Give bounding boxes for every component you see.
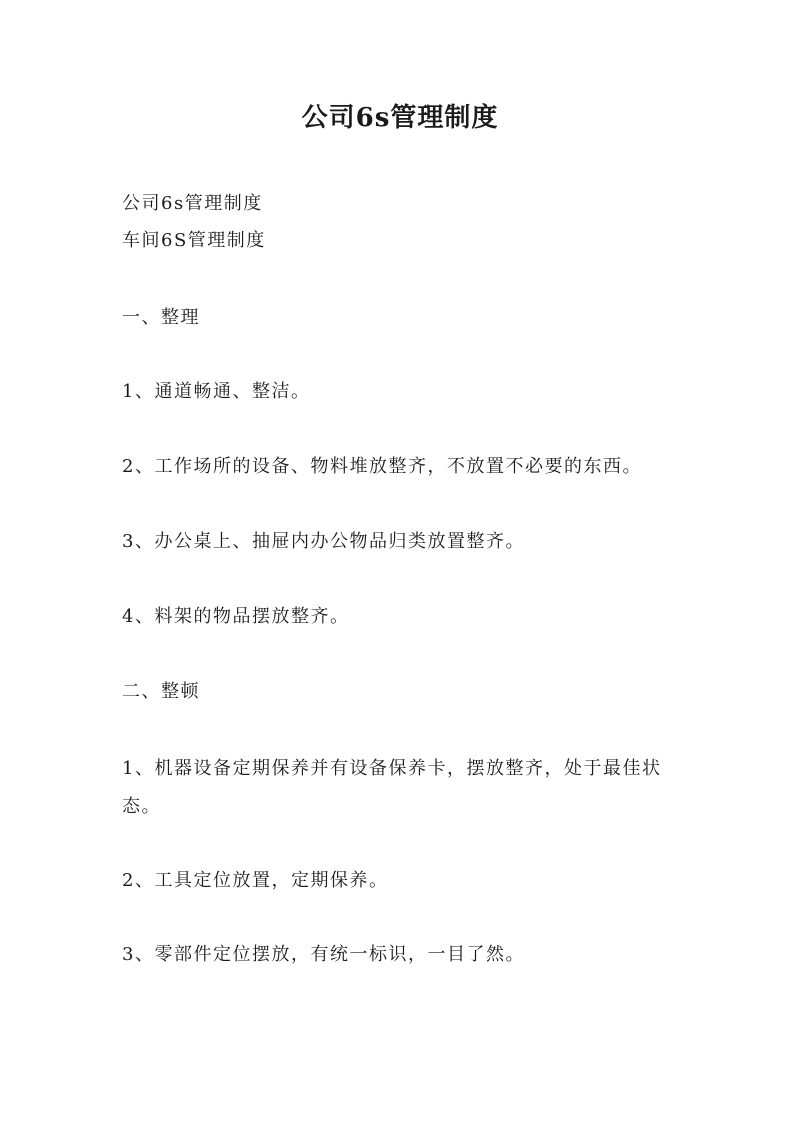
subtitle-line-1: 公司6s管理制度 — [122, 193, 263, 214]
section-1-item-1: 1、通道畅通、整洁。 — [122, 381, 311, 402]
subtitle-line-2: 车间6S管理制度 — [122, 230, 266, 251]
section-1-item-4: 4、料架的物品摆放整齐。 — [122, 606, 350, 627]
section-1-item-2: 2、工作场所的设备、物料堆放整齐，不放置不必要的东西。 — [122, 456, 642, 477]
section-2-heading: 二、整顿 — [122, 681, 200, 702]
section-2-item-3: 3、零部件定位摆放，有统一标识，一目了然。 — [122, 944, 525, 965]
section-1-heading: 一、整理 — [122, 307, 200, 328]
document-title: 公司6s管理制度 — [301, 103, 499, 133]
section-2-item-1: 1、机器设备定期保养并有设备保养卡，摆放整齐，处于最佳状态。 — [122, 758, 662, 817]
section-2-item-2: 2、工具定位放置，定期保养。 — [122, 870, 389, 891]
section-1-item-3: 3、办公桌上、抽屉内办公物品归类放置整齐。 — [122, 531, 525, 552]
